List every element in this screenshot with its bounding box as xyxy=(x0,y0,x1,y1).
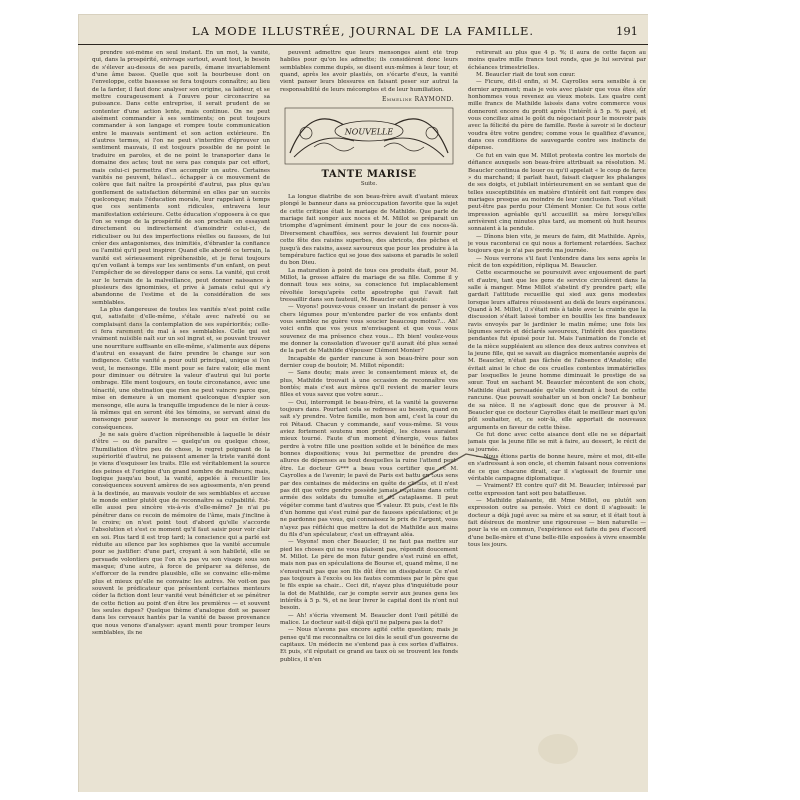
paragraph: — Oui, interrompit le beau-frère, et la vanité la gouverne toujours dans. Pourtant cela se redresse au besoin, quand on sait s'y prendre. Votre famille, mon bon ami, c'est la cour du roi Pétaud. Chacun y commande, sauf vous-même. Si vous aviez fortement soutenu mon protégé, les choses auraient mieux tourné. Faute d'un moment d'énergie, vous faites perdre à votre fille une position solide et le bénéfice de mes bonnes dispositions; vous lui permettez de prendre des allures de dépenses au bout desquelles la ruine l'attend peut-être. Le docteur G*** a beau vous certifier que ce M. Cayrolles a de l'avenir; le pavé de Paris est battu en tous sens par des centaines de médecins en quête de clients, et il n'est pas dit que votre gendre possède jamais capitaine dans cette armée des soldats du tumulte et du cataplasme. Il peut végéter comme tant d'autres que le valeur. Et puis, c'est le fils d'un homme qui s'est ruiné par de fausses spéculations; et je ne pardonne pas vous, qui connaissez le prix de l'argent, vous n'ayez pas réfléchi que mettre la dot de Mathilde aux mains du fils d'un spéculateur, c'est un effrayant aléa. xyxy=(280,399,458,538)
page-header xyxy=(78,22,648,45)
column-1 xyxy=(92,50,270,780)
vignette-label: NOUVELLE xyxy=(344,127,394,137)
paragraph: La maturation à point de tous ces produits était, pour M. Millot, la grosse affaire du mariage de sa fille. Comme il y donnait tous ses soins, sa conscience fut implacablement révoltée lorsqu'après cette apostrophe qui l'avait fait tressaillir dans son fauteuil, M. Beaucler eut ajouté: xyxy=(280,267,458,303)
paragraph: — Vraiment? Et contre qui? dit M. Beaucler, intéressé par cette expression tant soit peu batailleuse. xyxy=(468,483,646,497)
paragraph: Ce fut en vain que M. Millot protesta contre les mortels de défiance auxquels son beau-frère attribuait sa résolution. M. Beaucler continua de louer ou qu'il appelait « le coup de farce » du marchand; il parlait haut, faisait claquer les phalanges de ses doigts, et jubilait intérieurement en se sentant que de telles susceptibilités en matière d'intérêt ont fait rompre des mariages presque au moindre de leur conclusion. Tout s'était peut-être pas perdu pour Clément Monier. Ce fut sous cette impression agréable qu'il accueillit sa mère lorsqu'elles arrivèrent cinq minutes plus tard, au moment où huit heures sonnaient à la pendule. xyxy=(468,152,646,233)
paragraph: — Ah! s'écria vivement M. Beaucler dont l'œil pétillé de malice. Le docteur sait-il déjà qu'il ne palpera pas la dot? xyxy=(280,612,458,627)
journal-title: LA MODE ILLUSTRÉE, JOURNAL DE LA FAMILLE. xyxy=(191,24,535,38)
column-2 xyxy=(280,50,458,780)
paragraph: — Nous verrons s'il faut l'entendre dans les sens après le récit de ton expédition, répliqua M. Beaucler. xyxy=(468,255,646,269)
newspaper-page xyxy=(78,14,648,792)
paragraph: prendre soi-même en seul instant. En un mot, la vanité, qui, dans la prospérité, enivrage surtout, avant tout, le besoin de s'élever au-dessus de ses pareils, émane invariablement d'une âme basse. Quelle que soit la bourbeuse dont on l'enveloppe, cette bassesse se fera toujours connaître; au lieu de la farder, il faut donc analyser son origine, sa laideur, et se mettre courageusement à l'œuvre pour circonscrire sa puissance. Dans cette entreprise, il serait prudent de se contenter d'une action lente, mais continue. On ne peut aisément commander à ses sentiments; on peut toujours commander à son langage et rompre toute communication entre le mauvais sentiment et son action extérieure. En d'autres termes, si l'on ne peut s'interdire d'éprouver un sentiment mauvais, il est toujours possible de ne point le traduire en paroles, et de ne point le transporter dans le domaine des actes; tout ne sera pas conquis par cet effort, mais celui-ci permettra d'en accomplir un autre. Certaines vanités ne peuvent, hélas!... échapper à ce mouvement de colère que fait naître la prospérité d'autrui, pas plus qu'au gonflement de satisfaction déterminé en elles par un succès quelconque; mais l'éducation morale, leur rappelant à temps que ces sentiments sont ridicules, entravera leur manifestation extérieure. Cette éducation s'opposera à ce que l'on se venge de la prospérité de son prochain en essayant directement ou indirectement d'amoindrir celui-ci, de ridiculiser ou lui des imperfections réelles ou fausses, de lui créer des antagonismes, des inimitiés, d'ébranler la confiance ou l'amitié qu'il peut inspirer. Quand elle abordé ce terrain, la vanité est sérieusement répréhensible, et je ferai toujours qu'en voilant à temps sur les sentiments d'un enfant, on peut l'empêcher de se développer dans ce sens. La vanité, qui croit sur le terrain de la malveillance, peut donner naissance à plusieurs des ignominies, et prive à jamais celui qui s'y abandonne de l'estime et de la considération de ses semblables. xyxy=(92,50,270,306)
page-number: 191 xyxy=(616,24,638,38)
paragraph: Ce fut donc avec cette aisance dont elle ne se départait jamais que la jeune fille se mit à faire, au dessert, le récit de sa journée. xyxy=(468,431,646,453)
paragraph: — Mathilde plaisante, dit Mme Millot, ou plutôt son expression outre sa pensée. Voici ce dont il s'agissait: le docteur a déjà jugé avec sa mère et sa sœur, et il était tout à fait désireux de montrer une rigoureuse — bien naturelle — pour la vie en commun, l'expérience est faite du peu d'accord d'une belle-mère et d'une belle-fille exposées à vivre ensemble tous les jours. xyxy=(468,497,646,549)
paragraph: — Ficure, dit-il enfin, si M. Cayrolles sera sensible à ce dernier argument; mais je vois avec plaisir que vous êtes sûr honhommes vous revenez au vieux moteis. Les quatre cent mille francs de Mathilde laissés dans votre commerce vous donneront encore du profit après l'intérêt à 5 p. % payé, et vous conciliez ainsi le goût du négociant pour le mouvoir pais avec la félicité du père de famille. Reste à savoir si le docteur voudra être votre gendre; comme vous le qualifiez d'avance, dans ces conditions de sauvegarde contre ses instincts de dépense. xyxy=(468,79,646,152)
author-signature: Emmeline RAYMOND. xyxy=(382,96,454,104)
column-3 xyxy=(468,50,646,780)
paragraph: retirerait au plus que 4 p. %; il aura de cette façon au moins quatre mille francs tout ronds, que je lui servirai par échéances trimestrielles. xyxy=(468,50,646,71)
paragraph: — Voyons! pouvez-vous cesser un instant de penser à vos chers légumes pour m'entendre parler de vos enfants dont vous semblez ne guère vous soucier beaucoup moins?... Ah! voici enfin que vos yeux m'envisagent et que vous vous souvenez de ma présence chez vous... Eh bien! voulez-vous me donner la consolation d'avouer qu'il aurait été plus sensé de la part de Mathilde d'épouser Clément Monier? xyxy=(280,304,458,355)
paragraph: — Sans doute; mais avec le consentement mieux et, de plus, Mathilde trouvait à une occasion de reconnaître vos bontés; mais c'est aux mères qu'il revient de marier leurs filles et vous savez que votre sœur... xyxy=(280,370,458,399)
paragraph: La plus dangereuse de toutes les vanités n'est point celle qui, satisfaite d'elle-même, s'étale avec naïveté ou se complaisant dans la contemplation de ses supériorités; celle-ci fera rarement du mal à ses semblables. Celle qui est vraiment nuisible naît sur un sol ingrat et, se pouvant trouver une nourriture suffisante en elle-même, s'alimente aux dépens d'autrui en essayant de faire prendre le change sur son indigence. Cette vanité a pour outil principal, unique si l'on veut, le mensonge. Elle ment pour se faire valoir, elle ment pour diminuer ou détruire la valeur d'autrui qui lui porte ombrage. Elle ment toujours, en toute circonstance, avec une ténacité, une obstination que rien ne peut vaincre parce que, mise en demeure à un moment quelconque d'expier son mensonge, elle aura la tranquille impudence de le nier à ceux-là mêmes qui en seront été les témoins, se servant ainsi du mensonge pour sauver le mensonge ou pour en éviter les conséquences. xyxy=(92,307,270,431)
paragraph: — Dînons bien vite, je meurs de faim, dit Mathilde. Après, je vous raconterai ce qui nous a fortement retardées. Sachez toujours que je n'ai pas perdu ma journée. xyxy=(468,233,646,255)
story-subtitle: Suite. xyxy=(360,180,378,187)
paragraph: Je ne sais guère d'action répréhensible à laquelle le désir d'être — ou de paraître — quelqu'un ou quelque chose, l'humiliation d'être peu de chose, le regret poignant de la supériorité d'autrui, ne puissent amener la triste vanité dont je viens d'esquisser les traits. Elle est véritablement la source des peines et l'origine d'un grand nombre de malheurs; mais, logique jusqu'au bout, la vanité, appelée à recueillir les conséquences souvent amères de ses agissements, n'en prend à la destinée, au mauvais vouloir de ses semblables et accuse le monde entier plutôt que de reconnaître sa culpabilité. Est-elle aussi peu sincère vis-à-vis d'elle-même? Je n'ai pu pénétrer dans ce recoin de mémoire de l'âme, mais j'incline à le croire; on n'est point tout d'abord qu'elle s'accorde l'absolution et s'est ce moment qu'il faut saisir pour voir clair en soi. Plus tard il est trop tard; la conscience qui a parlé est réduite au silence par les sophismes que la vanité accumule pour se justifier: d'une part, croyant à son habileté, elle se persuade volontiers que l'on n'a pas vu son visage sous son masque; d'une autre, à force de préparer sa défense, de s'efforcer de la rendre plausible, elle se convainc elle-même plus et mieux qu'elle ne convainc les autres. Ne voit-on pas souvent le prédicateur que présentent certaines menteurs céder la fiction dont leur vanité veut bénéficier et se pénétrer de cette fiction au point d'en être les premières — et souvent les seules dupes? Quelque thème d'analogue doit se passer dans les cerveaux hantés par la vanité de basse provenance que nous venons d'analyser: ayant menti pour tromper leurs semblables, ils ne xyxy=(92,431,270,637)
story-title: TANTE MARISE xyxy=(321,169,417,181)
paragraph: Cette escarmouche se poursuivit avec enjouement de part et d'autre, tant que les gens de service circulèrent dans la salle à manger. Mme Millot s'abstint d'y prendre part; elle gardait l'attitude recueillie qui sied aux gens modestes lorsque leurs affaires réussissent au delà de leurs espérances. Quand à M. Millot, il s'était mis à table avec la crainte que la discussion s'était laissé tomber en bouillis les fins bandeaux ravis envoyés par le jardinier le matin même; une fois les légumes servis et déclarés savoureux, l'intérêt des questions pendantes fut épuisé pour lui. Mais l'animation de l'oncle et de la nièce suppléaient au silence des deux autres convives et la jeune fille, qui se savait au diagrâce momentanée auprès de M. Beaucler, n'était pas fâchée de l'absence d'Anatole; elle évitait ainsi le choc de ces cruelles contentes immatérielles par lesquelles le jeune homme diminuait le prestige de sa sœur. Tout en sachant M. Beaucler mécontent de son choix, Mathilde était persuadée qu'elle viendrait à bout de cette rancune. Que pouvait souhaiter un si bon oncle? Le bonheur de sa nièce. Il ne s'agissait donc que de prouver à M. Beaucler que ce docteur Cayrolles était le meilleur mari qu'on pût souhaiter, et, ce soir-là, elle apportait de nouveaux arguments en faveur de cette thèse. xyxy=(468,270,646,431)
paragraph: La longue diatribe de son beau-frère avait d'autant mieux plongé le banneur dans sa préoccupation favorite que la sujet de cette critique était le mariage de Mathilde. Que parle de mariage fait songer aux noces et M. Millot se préparait un triomphe d'agrément éminent pour le jour de ces noces-là. Diversement chauffées, ses serres devaient lui fournir pour cette fête des raisins superbes, des abricots, des pêches et jusqu'à des raisins, assez savoureux que pour les produire à la température factice qui se joue des saisons et paradis le soleil du bon Dieu. xyxy=(280,194,458,267)
paragraph: Incapable de garder rancune à son beau-frère pour son dernier coup de boutoir, M. Millot répondit: xyxy=(280,355,458,369)
paragraph: — Voyons! mon cher Beaucler, il ne faut pas mettre sur pied les choses qui ne vous plaisent pas, répondit doucement M. Millot. Le père de mon futur gendre s'est ruiné en effet, mais non pas en spéculations de Bourse et, quand même, il ne s'ensuivrait pas que son fils dût être un dissipateur. Ce n'est pas toujours à l'excès ou les fautes commises par le père que le fils expie sa chair... Ceci dit, n'ayez plus d'inquiétude pour la dot de Mathilde, car je compte servir aux jeunes gens les intérêts à 5 p. %, et ne leur livrer le capital dont ils n'ont nul besoin. xyxy=(280,539,458,612)
paragraph: — Nous étions partis de bonne heure, mère et moi, dit-elle en s'adressant à son oncle, et chemin faisant nous convenions de ce que chacune dirait, car il s'agissait de fournir une véritable campagne diplomatique. xyxy=(468,453,646,482)
paragraph: M. Beaucler riait de tout son cœur. xyxy=(476,72,576,79)
nouvelle-vignette xyxy=(284,107,454,165)
paragraph: peuvent admettre que leurs mensonges aient été trop habiles pour qu'on les admette; ils considèrent donc leurs semblables comme dupés, se disent eux-mêmes à leur tour, et quand, après les avoir plastiés, on s'écarte d'eux, la vanité vient panser leurs blessures en faisant peser sur autrui la responsabilité de leurs mécomptes et de leur humiliation. xyxy=(280,50,458,93)
paragraph: — Nous n'avons pas encore agité cette question; mais je pense qu'il me reconnaîtra ce loi dès le seuil d'un gouverne de capitaux. Un médecin ne s'entend pas à ces sortes d'affaires. Et puis, s'il réputait ce grand au taux où se trouvent les fonds publics, il n'en xyxy=(280,627,458,663)
